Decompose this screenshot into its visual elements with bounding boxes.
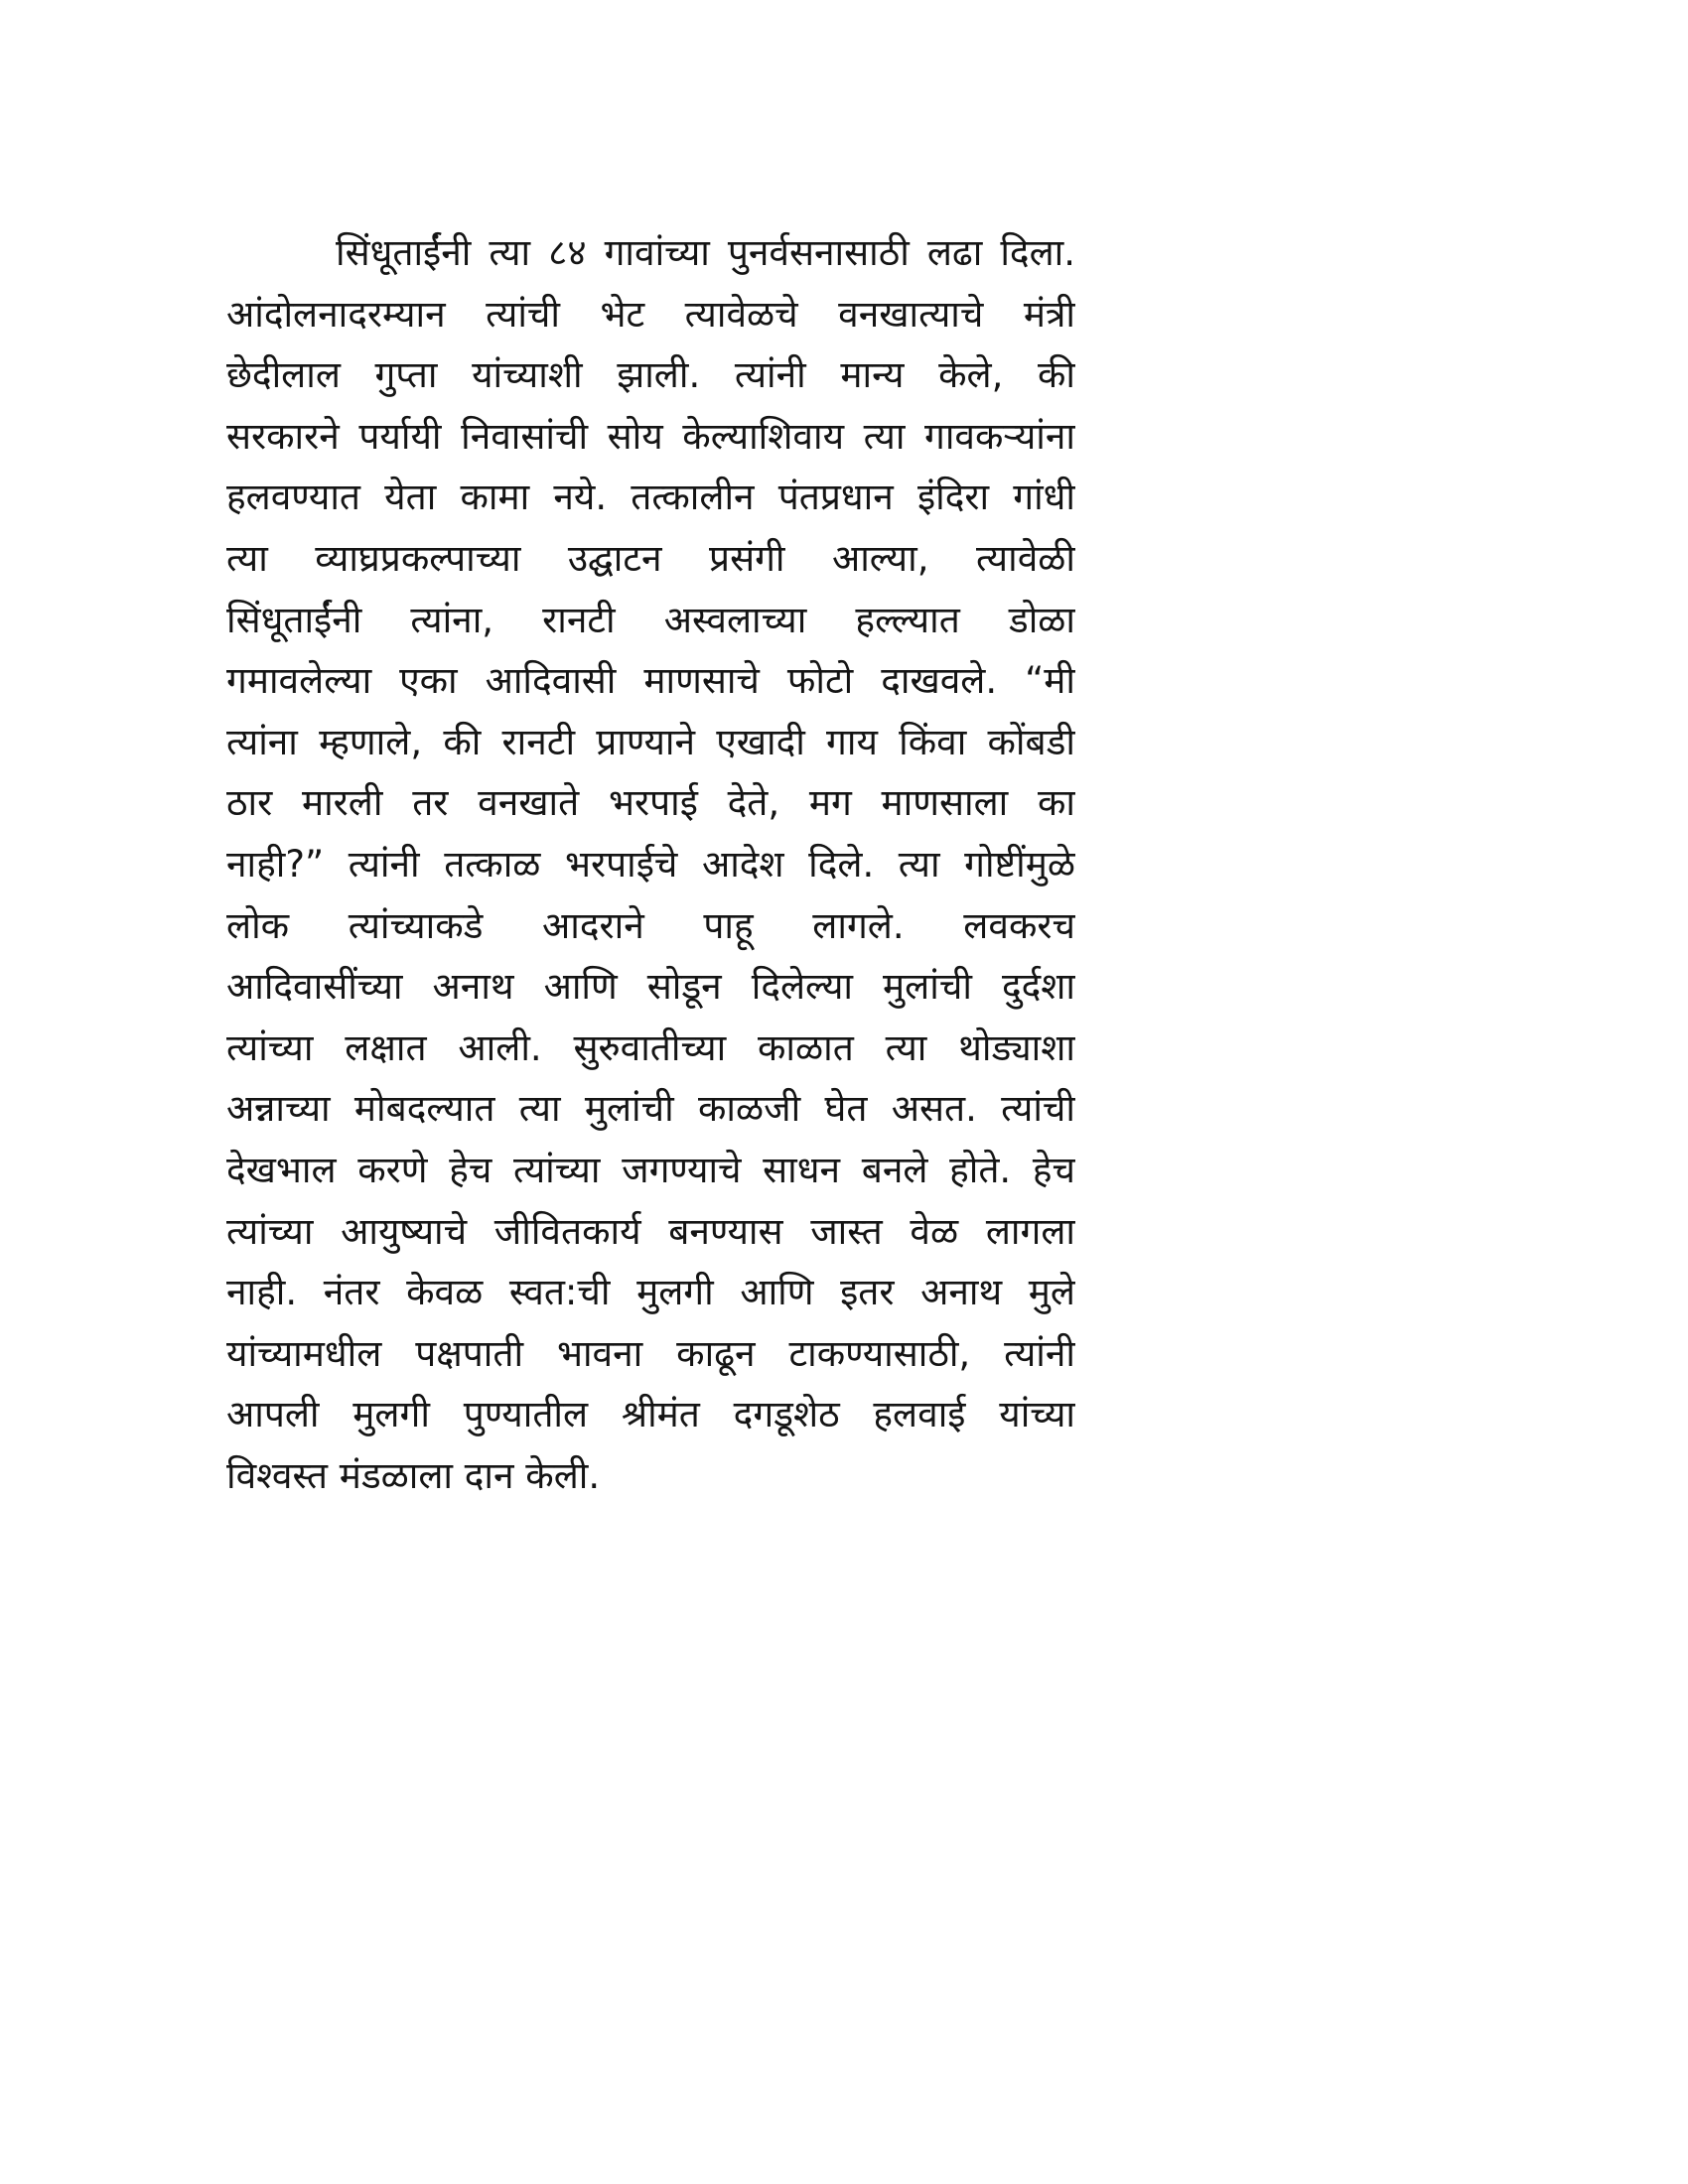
paragraph-line: सिंधूताईंनी त्या ८४ गावांच्या पुनर्वसनासाठी लढा दिला. <box>336 231 1075 274</box>
paragraph-line: अन्नाच्या मोबदल्यात त्या मुलांची काळजी घेत असत. त्यांची <box>226 1087 1075 1131</box>
paragraph-line: आंदोलनादरम्यान त्यांची भेट त्यावेळचे वनखात्याचे मंत्री <box>226 292 1075 336</box>
paragraph-line: गमावलेल्या एका आदिवासी माणसाचे फोटो दाखवले. “मी <box>226 659 1075 703</box>
body-paragraph <box>226 222 1075 1506</box>
paragraph-line: त्या व्याघ्रप्रकल्पाच्या उद्घाटन प्रसंगी आल्या, त्यावेळी <box>226 536 1075 580</box>
paragraph-line: विश्वस्त मंडळाला दान केली. <box>226 1453 601 1497</box>
paragraph-line: सरकारने पर्यायी निवासांची सोय केल्याशिवाय त्या गावकऱ्यांना <box>226 414 1075 458</box>
paragraph-line: हलवण्यात येता कामा नये. तत्कालीन पंतप्रधान इंदिरा गांधी <box>226 476 1075 519</box>
paragraph-line: छेदीलाल गुप्ता यांच्याशी झाली. त्यांनी मान्य केले, की <box>226 353 1075 397</box>
paragraph-line: त्यांना म्हणाले, की रानटी प्राण्याने एखादी गाय किंवा कोंबडी <box>226 720 1075 763</box>
paragraph-line: सिंधूताईंनी त्यांना, रानटी अस्वलाच्या हल्ल्यात डोळा <box>226 598 1075 641</box>
paragraph-line: ठार मारली तर वनखाते भरपाई देते, मग माणसाला का <box>226 781 1075 825</box>
paragraph-line: यांच्यामधील पक्षपाती भावना काढून टाकण्यासाठी, त्यांनी <box>226 1331 1075 1375</box>
paragraph-line: आपली मुलगी पुण्यातील श्रीमंत दगडूशेठ हलवाई यांच्या <box>226 1393 1075 1436</box>
paragraph-line: आदिवासींच्या अनाथ आणि सोडून दिलेल्या मुलांची दुर्दशा <box>226 965 1075 1009</box>
paragraph-line: त्यांच्या लक्षात आली. सुरुवातीच्या काळात त्या थोड्याशा <box>226 1025 1075 1069</box>
paragraph-line: देखभाल करणे हेच त्यांच्या जगण्याचे साधन बनले होते. हेच <box>226 1148 1075 1191</box>
paragraph-line: त्यांच्या आयुष्याचे जीवितकार्य बनण्यास जास्त वेळ लागला <box>226 1209 1075 1253</box>
paragraph-line: नाही. नंतर केवळ स्वत:ची मुलगी आणि इतर अनाथ मुले <box>226 1271 1075 1314</box>
paragraph-line: लोक त्यांच्याकडे आदराने पाहू लागले. लवकरच <box>226 903 1075 947</box>
paragraph-line: नाही?” त्यांनी तत्काळ भरपाईचे आदेश दिले. त्या गोष्टींमुळे <box>226 842 1075 886</box>
